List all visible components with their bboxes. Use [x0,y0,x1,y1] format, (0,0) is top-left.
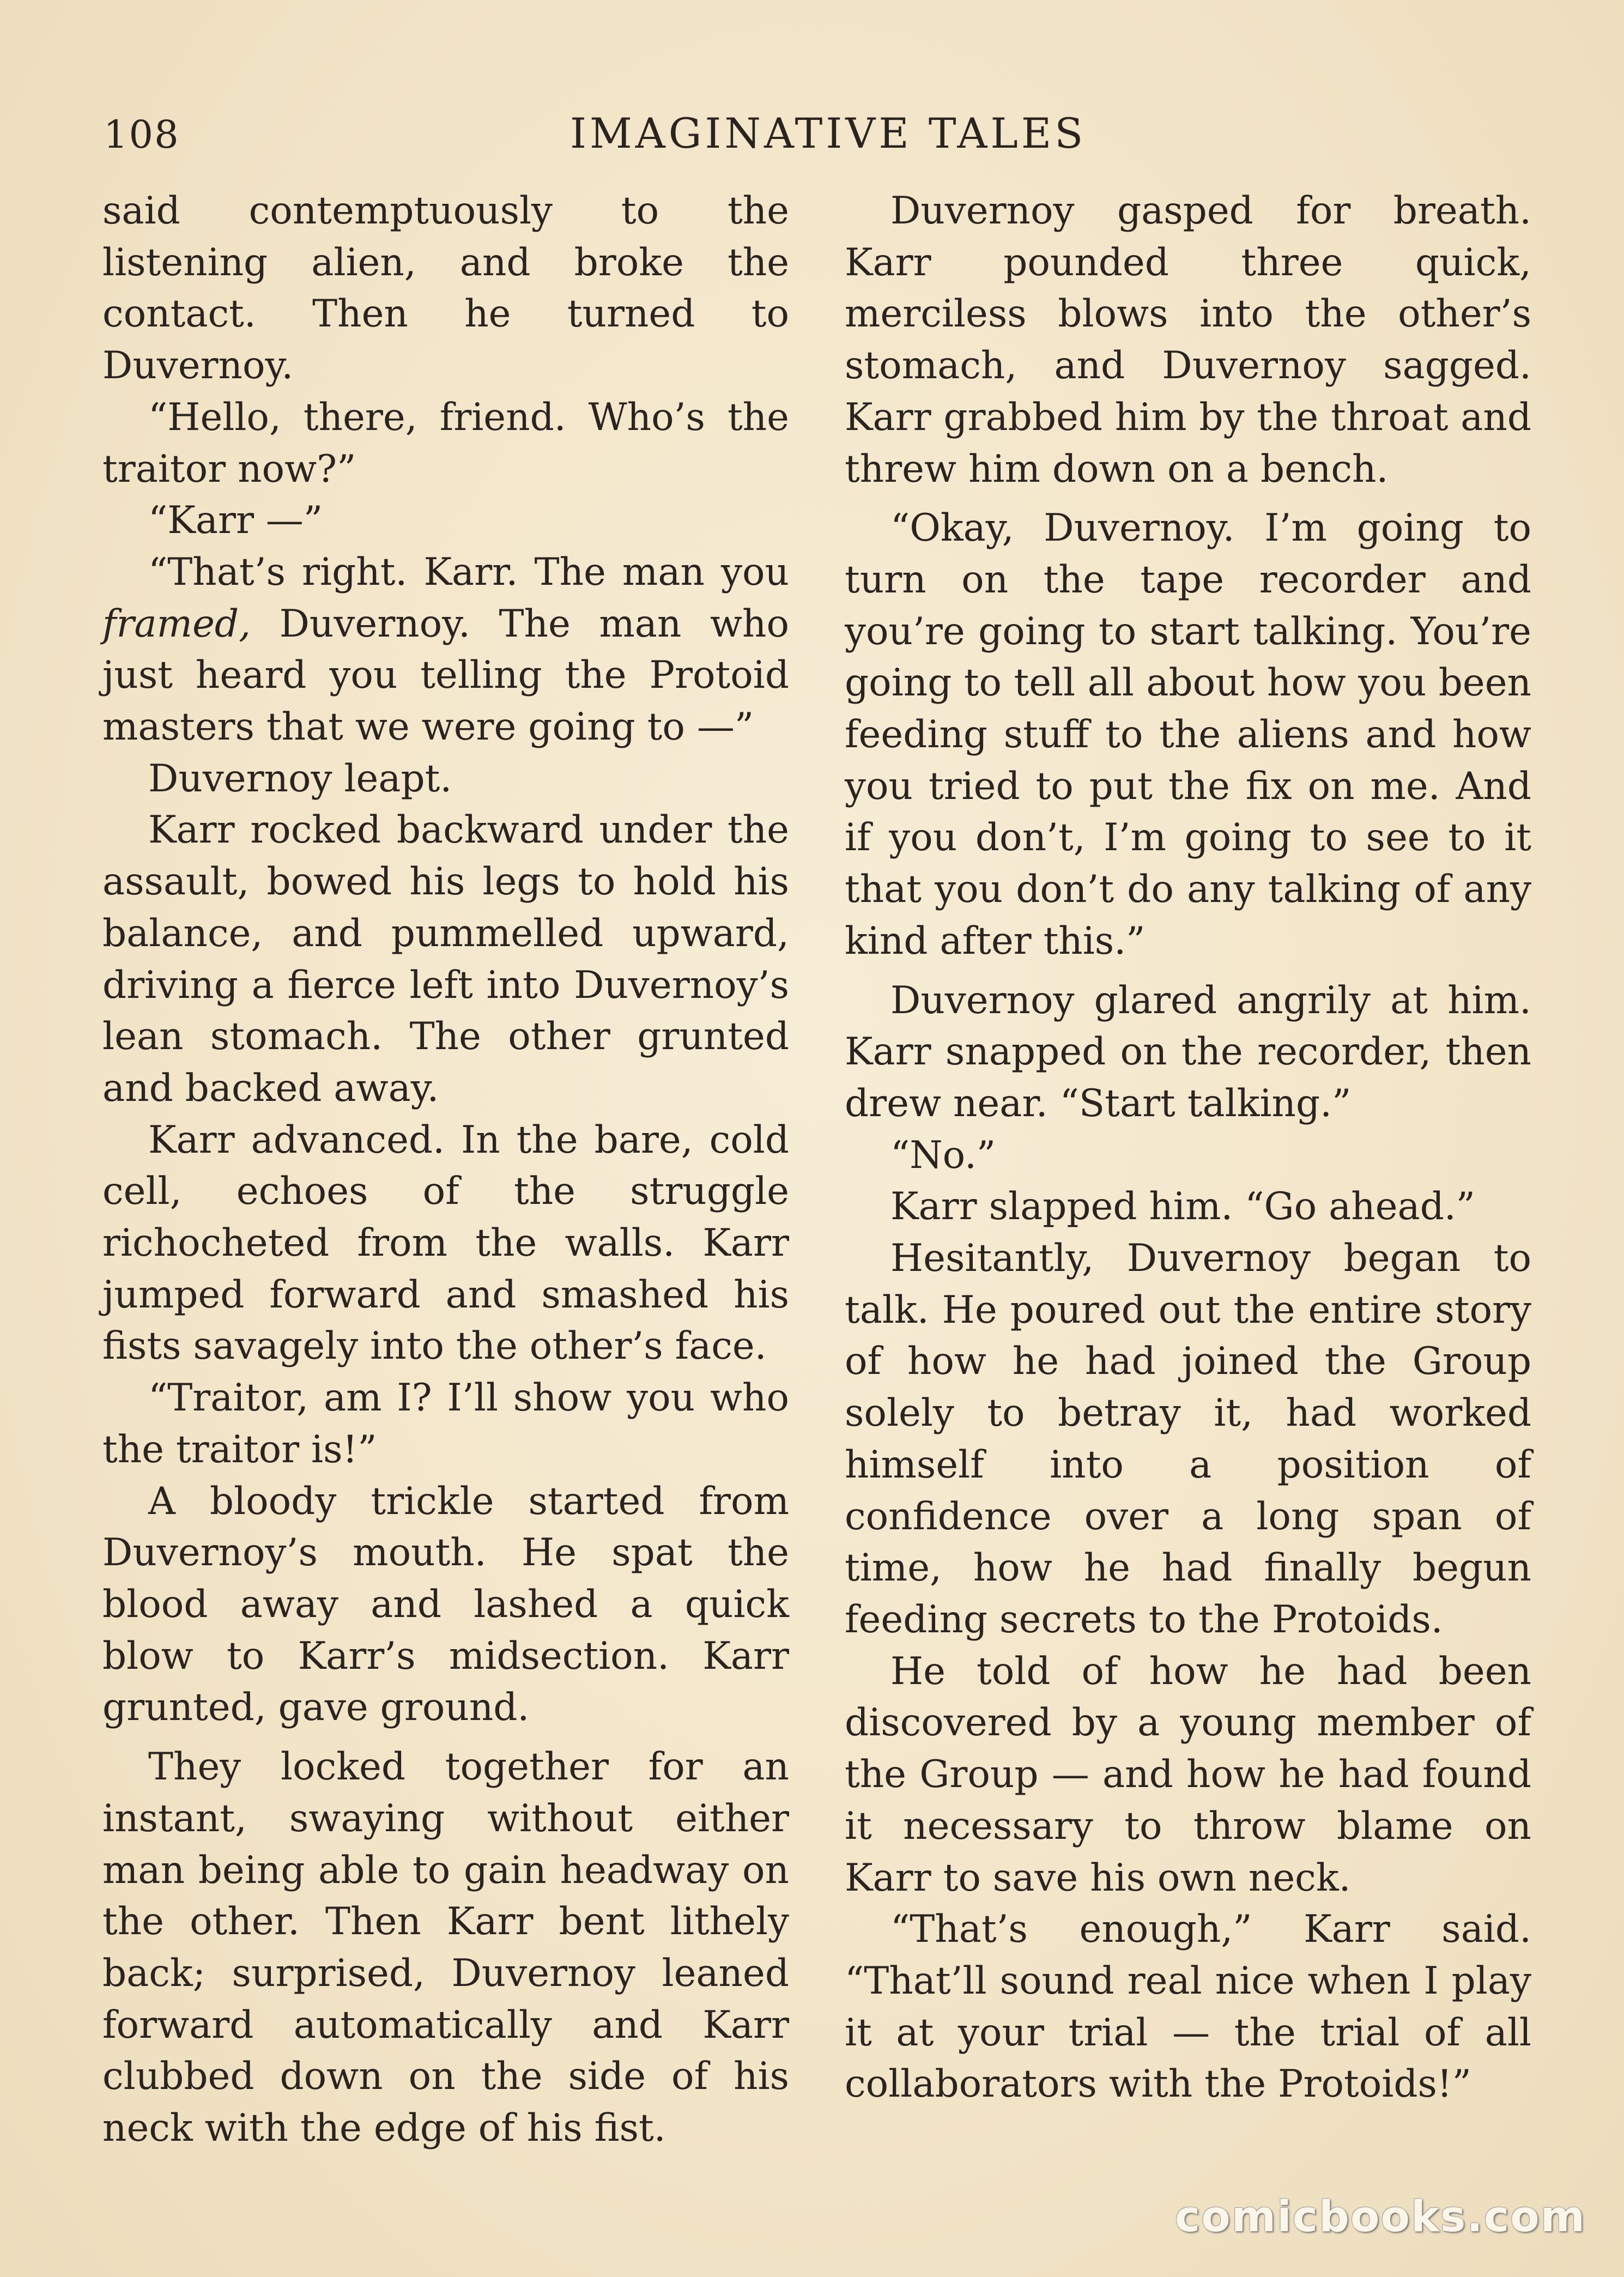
paragraph: A bloody trickle started from Duvernoy’s mouth. He spat the blood away and lashed a quick blow to Karr’s midsection. Karr grunted, gave ground. [102,1479,789,1730]
paragraph: “That’s right. Karr. The man you framed, Duvernoy. The man who just heard you telling the Protoid masters that we were going to —” [102,550,789,749]
page-number: 108 [104,112,180,157]
paragraph: “Okay, Duvernoy. I’m going to turn on the tape recorder and you’re going to start talking. You’re going to tell all about how you been feeding stuff to the aliens and how you tried to put the fix on me. And if you don’t, I’m going to see to it that you don’t do any talking of any kind after this.” [845,506,1531,963]
right-column [845,185,1531,2110]
paragraph: “No.” [890,1133,996,1177]
paragraph: “Traitor, am I? I’ll show you who the traitor is!” [102,1376,789,1471]
paragraph: “That’s enough,” Karr said. “That’ll sound real nice when I play it at your trial — the trial of all collaborators with the Protoids!” [845,1907,1531,2106]
watermark-logo: comicbooks.com [1174,2193,1586,2242]
emphasis-text: framed, [102,602,251,646]
left-column [102,185,789,2154]
paragraph: Duvernoy gasped for breath. Karr pounded three quick, merciless blows into the other’s stomach, and Duvernoy sagged. Karr grabbed him by the throat and threw him down on a bench. [845,189,1531,491]
paragraph: Hesitantly, Duvernoy began to talk. He poured out the entire story of how he had joined the Group solely to betray it, had worked himself into a position of confidence over a long span of time, how he had finally begun feeding secrets to the Protoids. [845,1237,1531,1642]
paragraph: Karr slapped him. “Go ahead.” [890,1185,1476,1229]
paragraph: “Hello, there, friend. Who’s the traitor now?” [102,395,789,491]
paragraph: Karr rocked backward under the assault, bowed his legs to hold his balance, and pummelled upward, driving a fierce left into Duvernoy’s lean stomach. The other grunted and backed away. [102,808,789,1110]
paragraph: They locked together for an instant, swaying without either man being able to gain headway on the other. Then Karr bent lithely back; surprised, Duvernoy leaned forward automatically and Karr clubbed down on the side of his neck with the edge of his fist. [102,1745,789,2151]
paragraph: “Karr —” [148,499,323,543]
paragraph: Karr advanced. In the bare, cold cell, echoes of the struggle richocheted from the walls. Karr jumped forward and smashed his fists savagely into the other’s face. [102,1118,789,1368]
paragraph: Duvernoy leapt. [148,756,452,801]
page-header [104,109,1087,174]
running-title: IMAGINATIVE TALES [570,109,1087,158]
paragraph: He told of how he had been discovered by a young member of the Group — and how he had found it necessary to throw blame on Karr to save his own neck. [845,1649,1531,1900]
paragraph: Duvernoy glared angrily at him. Karr snapped on the recorder, then drew near. “Start talking.” [845,978,1531,1125]
paragraph: said contemptuously to the listening alien, and broke the contact. Then he turned to Duvernoy. [102,189,789,388]
